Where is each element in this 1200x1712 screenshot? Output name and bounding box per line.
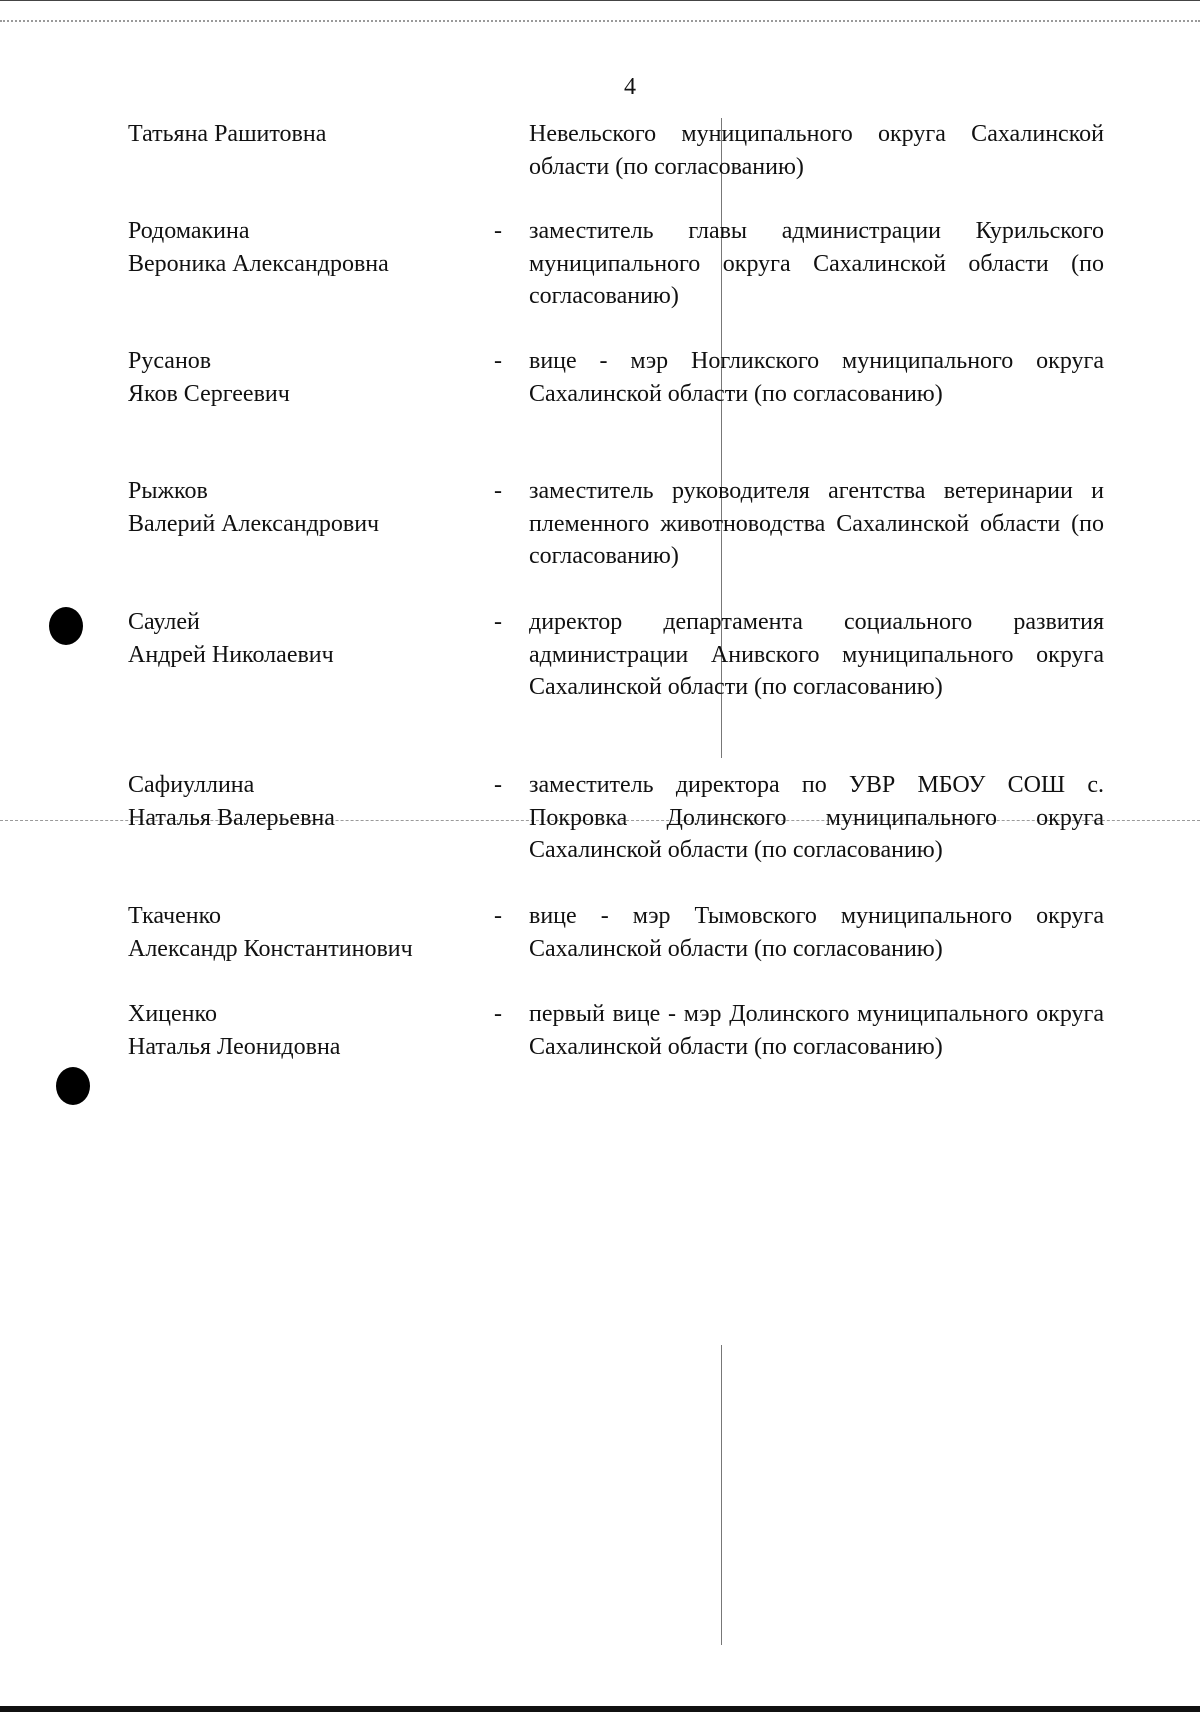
member-position: Невельского муниципального округа Сахалинской области (по согласованию)	[529, 121, 1104, 180]
scan-top-edge	[0, 0, 1200, 1]
member-position: вице - мэр Ногликского муниципального округа Сахалинской области (по согласованию)	[529, 348, 1104, 407]
member-position: заместитель руководителя агентства ветеринарии и племенного животноводства Сахалинской области (по согласованию)	[529, 478, 1104, 569]
member-given-names: Татьяна Рашитовна	[128, 121, 327, 147]
separator-dash: -	[494, 772, 502, 798]
vertical-crease-line-lower	[721, 1345, 722, 1645]
member-position: первый вице - мэр Долинского муниципального округа Сахалинской области (по согласованию)	[529, 1001, 1104, 1060]
member-given-names: Наталья Валерьевна	[128, 804, 335, 831]
member-given-names: Андрей Николаевич	[128, 641, 334, 668]
member-surname: Саулей	[128, 609, 200, 635]
separator-dash: -	[494, 903, 502, 929]
page-number: 4	[624, 74, 636, 100]
member-name	[128, 345, 468, 410]
member-surname: Родомакина	[128, 218, 250, 244]
member-surname: Ткаченко	[128, 903, 222, 929]
member-given-names: Яков Сергеевич	[128, 380, 290, 407]
separator-dash: -	[494, 348, 502, 374]
member-name	[128, 215, 468, 280]
member-surname: Сафиуллина	[128, 772, 255, 798]
member-surname: Русанов	[128, 348, 212, 374]
member-given-names: Вероника Александровна	[128, 250, 389, 277]
separator-dash: -	[494, 478, 502, 504]
member-position: заместитель директора по УВР МБОУ СОШ с. Покровка Долинского муниципального округа Сахалинской области (по согласованию)	[529, 772, 1104, 863]
separator-dash: -	[494, 609, 502, 635]
member-name	[128, 900, 468, 965]
member-given-names: Наталья Леонидовна	[128, 1033, 341, 1060]
member-given-names: Валерий Александрович	[128, 510, 380, 537]
separator-dash: -	[494, 1001, 502, 1027]
member-name	[128, 998, 468, 1063]
member-position: вице - мэр Тымовского муниципального округа Сахалинской области (по согласованию)	[529, 903, 1104, 962]
scan-bottom-edge	[0, 1706, 1200, 1712]
separator-dash: -	[494, 218, 502, 244]
punch-hole-upper	[49, 607, 83, 645]
member-position: заместитель главы администрации Курильского муниципального округа Сахалинской области (по согласованию)	[529, 218, 1104, 309]
member-surname: Хиценко	[128, 1001, 217, 1027]
member-name	[128, 769, 468, 834]
member-name	[128, 606, 468, 671]
member-name	[128, 118, 468, 151]
member-name	[128, 475, 468, 540]
punch-hole-lower	[56, 1067, 90, 1105]
member-position: директор департамента социального развития администрации Анивского муниципального округа Сахалинской области (по согласованию)	[529, 609, 1104, 700]
scan-top-noise	[0, 20, 1200, 22]
member-surname: Рыжков	[128, 478, 208, 504]
member-given-names: Александр Константинович	[128, 935, 413, 962]
